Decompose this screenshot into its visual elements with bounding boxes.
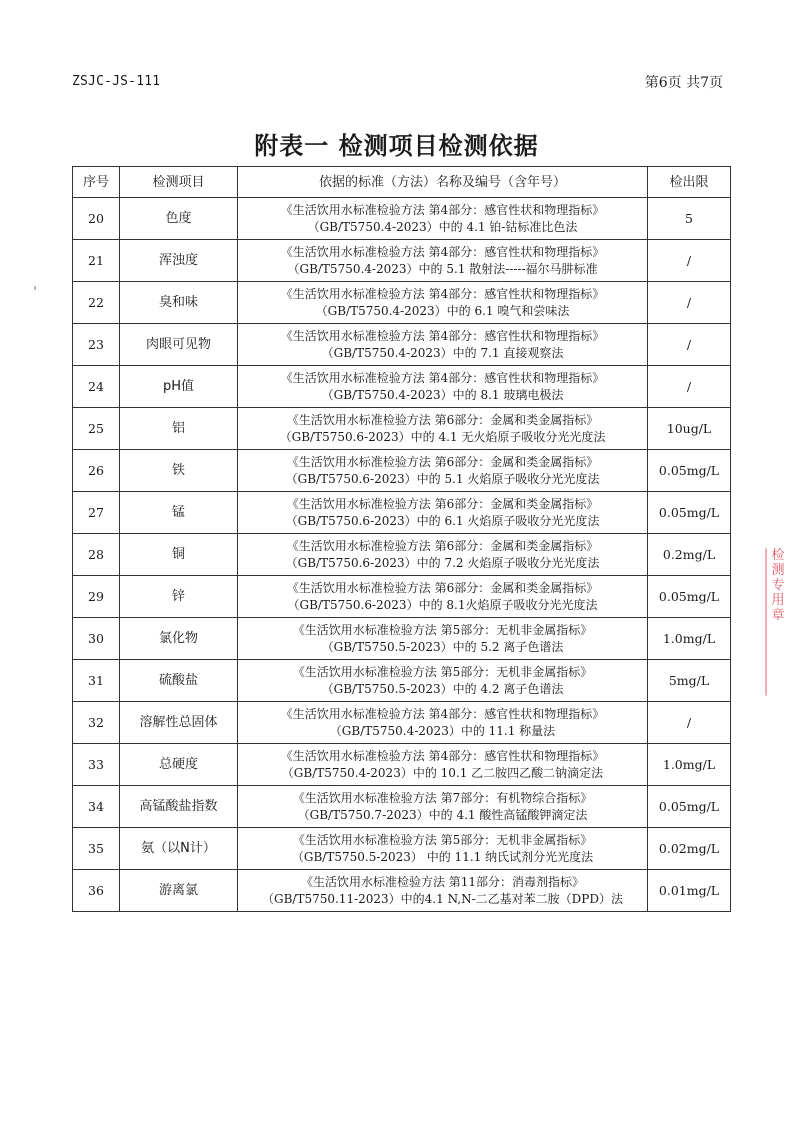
- test-item: 铝: [120, 408, 238, 450]
- standard-name: 《生活饮用水标准检验方法 第5部分：无机非金属指标》: [292, 832, 593, 847]
- test-item: 氨（以N计）: [120, 828, 238, 870]
- serial-no: 31: [73, 660, 120, 702]
- test-item: 铁: [120, 450, 238, 492]
- standard-basis: [238, 702, 648, 744]
- standard-method: （GB/T5750.6-2023）中的 4.1 无火焰原子吸收分光光度法: [279, 429, 606, 444]
- serial-no: 22: [73, 282, 120, 324]
- table-row: [73, 450, 731, 492]
- standard-name: 《生活饮用水标准检验方法 第6部分：金属和类金属指标》: [286, 412, 599, 427]
- table-row: [73, 660, 731, 702]
- page-number: 第6页 共7页: [644, 75, 723, 91]
- detection-limit: 0.01mg/L: [648, 870, 731, 912]
- table-row: [73, 240, 731, 282]
- standard-basis: [238, 576, 648, 618]
- basis-table: [72, 166, 731, 912]
- standard-method: （GB/T5750.5-2023）中的 4.2 离子色谱法: [321, 681, 564, 696]
- test-item: 臭和味: [120, 282, 238, 324]
- detection-limit: 0.05mg/L: [648, 576, 731, 618]
- seal-stamp: [765, 548, 789, 696]
- standard-name: 《生活饮用水标准检验方法 第4部分：感官性状和物理指标》: [280, 706, 605, 721]
- serial-no: 35: [73, 828, 120, 870]
- detection-limit: 0.2mg/L: [648, 534, 731, 576]
- standard-method: （GB/T5750.4-2023）中的 11.1 称量法: [329, 723, 556, 738]
- standard-basis: [238, 618, 648, 660]
- table-row: [73, 786, 731, 828]
- standard-name: 《生活饮用水标准检验方法 第11部分：消毒剂指标》: [300, 874, 585, 889]
- standard-basis: [238, 492, 648, 534]
- detection-limit: 0.05mg/L: [648, 492, 731, 534]
- table-row: [73, 492, 731, 534]
- serial-no: 27: [73, 492, 120, 534]
- serial-no: 21: [73, 240, 120, 282]
- standard-name: 《生活饮用水标准检验方法 第6部分：金属和类金属指标》: [286, 496, 599, 511]
- serial-no: 23: [73, 324, 120, 366]
- table-header-row: [73, 167, 731, 198]
- standard-name: 《生活饮用水标准检验方法 第5部分：无机非金属指标》: [292, 622, 593, 637]
- detection-limit: 5mg/L: [648, 660, 731, 702]
- detection-limit: /: [648, 282, 731, 324]
- table-row: [73, 744, 731, 786]
- table-row: [73, 324, 731, 366]
- standard-name: 《生活饮用水标准检验方法 第4部分：感官性状和物理指标》: [280, 328, 605, 343]
- detection-limit: 0.02mg/L: [648, 828, 731, 870]
- serial-no: 26: [73, 450, 120, 492]
- detection-limit: 10ug/L: [648, 408, 731, 450]
- standard-name: 《生活饮用水标准检验方法 第4部分：感官性状和物理指标》: [280, 244, 605, 259]
- standard-method: （GB/T5750.6-2023）中的 6.1 火焰原子吸收分光光度法: [285, 513, 600, 528]
- standard-method: （GB/T5750.4-2023）中的 6.1 嗅气和尝味法: [315, 303, 570, 318]
- serial-no: 25: [73, 408, 120, 450]
- header-test-item: 检测项目: [120, 167, 238, 198]
- table-row: [73, 282, 731, 324]
- table-row: [73, 534, 731, 576]
- test-item: 氯化物: [120, 618, 238, 660]
- test-item: 锌: [120, 576, 238, 618]
- detection-limit: 0.05mg/L: [648, 450, 731, 492]
- standard-method: （GB/T5750.5-2023） 中的 11.1 纳氏试剂分光光度法: [291, 849, 594, 864]
- standard-name: 《生活饮用水标准检验方法 第6部分：金属和类金属指标》: [286, 454, 599, 469]
- serial-no: 32: [73, 702, 120, 744]
- test-item: 肉眼可见物: [120, 324, 238, 366]
- test-item: 高锰酸盐指数: [120, 786, 238, 828]
- standard-name: 《生活饮用水标准检验方法 第4部分：感官性状和物理指标》: [280, 286, 605, 301]
- standard-method: （GB/T5750.4-2023）中的 10.1 乙二胺四乙酸二钠滴定法: [281, 765, 604, 780]
- table-row: [73, 366, 731, 408]
- test-item: 铜: [120, 534, 238, 576]
- test-item: 浑浊度: [120, 240, 238, 282]
- test-item: pH值: [120, 366, 238, 408]
- test-item: 溶解性总固体: [120, 702, 238, 744]
- page-title: 附表一 检测项目检测依据: [254, 132, 539, 160]
- standard-name: 《生活饮用水标准检验方法 第4部分：感官性状和物理指标》: [280, 202, 605, 217]
- serial-no: 20: [73, 198, 120, 240]
- table-body: [73, 198, 731, 912]
- test-item: 色度: [120, 198, 238, 240]
- standard-name: 《生活饮用水标准检验方法 第7部分：有机物综合指标》: [292, 790, 593, 805]
- standard-basis: [238, 450, 648, 492]
- detection-limit: 0.05mg/L: [648, 786, 731, 828]
- standard-basis: [238, 408, 648, 450]
- standard-method: （GB/T5750.6-2023）中的 7.2 火焰原子吸收分光光度法: [285, 555, 600, 570]
- standard-name: 《生活饮用水标准检验方法 第4部分：感官性状和物理指标》: [280, 370, 605, 385]
- detection-limit: 1.0mg/L: [648, 618, 731, 660]
- standard-method: （GB/T5750.4-2023）中的 4.1 铂-钴标准比色法: [307, 219, 578, 234]
- serial-no: 33: [73, 744, 120, 786]
- test-item: 硫酸盐: [120, 660, 238, 702]
- header-serial-no: 序号: [73, 167, 120, 198]
- standard-basis: [238, 744, 648, 786]
- standard-basis: [238, 198, 648, 240]
- standard-basis: [238, 366, 648, 408]
- detection-limit: /: [648, 240, 731, 282]
- standard-method: （GB/T5750.6-2023）中的 5.1 火焰原子吸收分光光度法: [285, 471, 600, 486]
- table-row: [73, 702, 731, 744]
- standard-method: （GB/T5750.4-2023）中的 5.1 散射法-----福尔马肼标准: [287, 261, 598, 276]
- standard-method: （GB/T5750.4-2023）中的 8.1 玻璃电极法: [321, 387, 564, 402]
- serial-no: 34: [73, 786, 120, 828]
- standard-basis: [238, 828, 648, 870]
- standard-method: （GB/T5750.11-2023）中的4.1 N,N-二乙基对苯二胺（DPD）法: [262, 891, 623, 906]
- standard-method: （GB/T5750.7-2023）中的 4.1 酸性高锰酸钾滴定法: [297, 807, 588, 822]
- seal-text: 检测专用章: [771, 548, 785, 623]
- test-item: 总硬度: [120, 744, 238, 786]
- header-standard-basis: 依据的标准（方法）名称及编号（含年号）: [238, 167, 648, 198]
- standard-basis: [238, 786, 648, 828]
- standard-name: 《生活饮用水标准检验方法 第4部分：感官性状和物理指标》: [280, 748, 605, 763]
- standard-name: 《生活饮用水标准检验方法 第5部分：无机非金属指标》: [292, 664, 593, 679]
- test-item: 锰: [120, 492, 238, 534]
- standard-method: （GB/T5750.5-2023）中的 5.2 离子色谱法: [321, 639, 564, 654]
- table-row: [73, 618, 731, 660]
- standard-basis: [238, 282, 648, 324]
- serial-no: 36: [73, 870, 120, 912]
- table-row: [73, 408, 731, 450]
- serial-no: 30: [73, 618, 120, 660]
- test-item: 游离氯: [120, 870, 238, 912]
- standard-basis: [238, 660, 648, 702]
- standard-name: 《生活饮用水标准检验方法 第6部分：金属和类金属指标》: [286, 580, 599, 595]
- detection-limit: /: [648, 324, 731, 366]
- header-detection-limit: 检出限: [648, 167, 731, 198]
- standard-basis: [238, 870, 648, 912]
- serial-no: 24: [73, 366, 120, 408]
- standard-method: （GB/T5750.6-2023）中的 8.1火焰原子吸收分光光度法: [287, 597, 598, 612]
- document-code: ZSJC-JS-111: [72, 74, 161, 89]
- table-row: [73, 576, 731, 618]
- detection-limit: 5: [648, 198, 731, 240]
- standard-basis: [238, 240, 648, 282]
- scan-speck: [34, 286, 36, 290]
- detection-limit: /: [648, 702, 731, 744]
- standard-name: 《生活饮用水标准检验方法 第6部分：金属和类金属指标》: [286, 538, 599, 553]
- serial-no: 29: [73, 576, 120, 618]
- standard-method: （GB/T5750.4-2023）中的 7.1 直接观察法: [321, 345, 564, 360]
- detection-limit: /: [648, 366, 731, 408]
- serial-no: 28: [73, 534, 120, 576]
- table-row: [73, 198, 731, 240]
- detection-limit: 1.0mg/L: [648, 744, 731, 786]
- table-row: [73, 828, 731, 870]
- table-row: [73, 870, 731, 912]
- standard-basis: [238, 324, 648, 366]
- standard-basis: [238, 534, 648, 576]
